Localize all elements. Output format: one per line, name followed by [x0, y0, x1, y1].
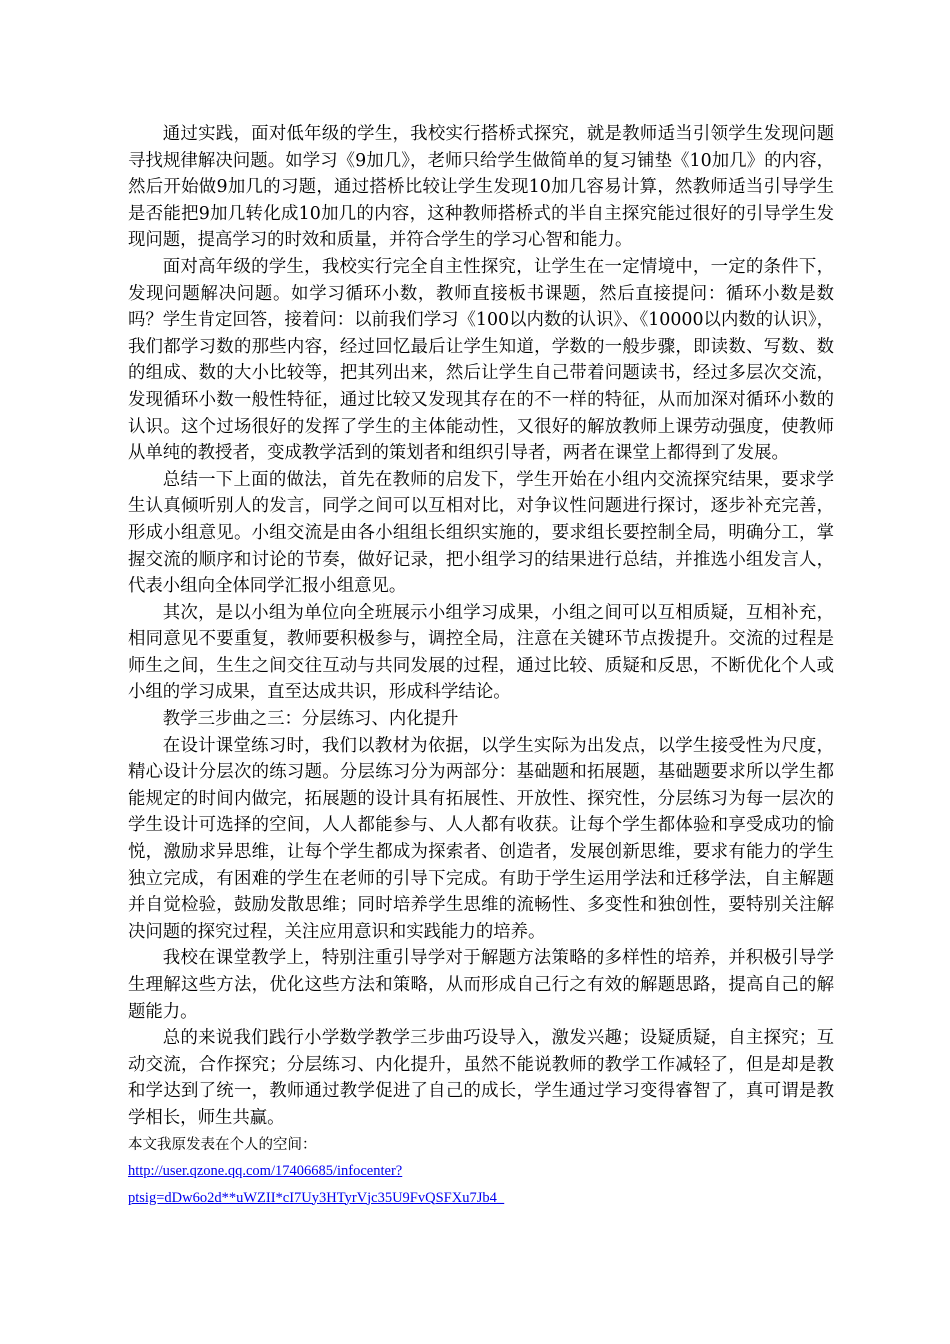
section-heading: 教学三步曲之三：分层练习、内化提升	[162, 709, 459, 730]
document-body	[128, 121, 834, 1212]
paragraph-4: 其次，是以小组为单位向全班展示小组学习成果，小组之间可以互相质疑，互相补充，相同意见不要重复，教师要积极参与，调控全局，注意在关键环节点拨提升。交流的过程是师生之间，生生之间交往互动与共同发展的过程，通过比较、质疑和反思，不断优化个人或小组的学习成果，直至达成共识，形成科学结论。	[128, 602, 834, 703]
paragraph-7: 总的来说我们践行小学数学教学三步曲巧设导入，激发兴趣；设疑质疑，自主探究；互动交流，合作探究；分层练习、内化提升，虽然不能说教师的教学工作减轻了，但是却是教和学达到了统一，教师通过教学促进了自己的成长，学生通过学习变得睿智了，真可谓是教学相长，师生共赢。	[128, 1028, 834, 1128]
paragraph-2: 面对高年级的学生，我校实行完全自主性探究，让学生在一定情境中，一定的条件下，发现问题解决问题。如学习循环小数，教师直接板书课题，然后直接提问：循环小数是数吗？学生肯定回答，接着问：以前我们学习《100以内数的认识》、《10000以内数的认识》，我们都学习数的那些内容，经过回忆最后让学生知道，学数的一般步骤，即读数、写数、数的组成、数的大小比较等，把其列出来，然后让学生自己带着问题读书，经过多层次交流，发现循环小数一般性特征，通过比较又发现其存在的不一样的特征，从而加深对循环小数的认识。这个过场很好的发挥了学生的主体能动性，又很好的解放教师上课劳动强度，使教师从单纯的教授者，变成教学活到的策划者和组织引导者，两者在课堂上都得到了发展。	[128, 256, 834, 464]
source-link-line-1[interactable]: http://user.qzone.qq.com/17406685/infocenter?	[128, 1162, 403, 1179]
source-link-line-2[interactable]: ptsig=dDw6o2d**uWZII*cI7Uy3HTyrVjc35U9FvQSFXu7Jb4_	[128, 1189, 505, 1206]
source-note: 本文我原发表在个人的空间：	[128, 1136, 317, 1153]
paragraph-6: 我校在课堂教学上，特别注重引导学对于解题方法策略的多样性的培养，并积极引导学生理解这些方法，优化这些方法和策略，从而形成自己行之有效的解题思路，提高自己的解题能力。	[128, 948, 834, 1022]
paragraph-1: 通过实践，面对低年级的学生，我校实行搭桥式探究，就是教师适当引领学生发现问题寻找规律解决问题。如学习《9加几》，老师只给学生做简单的复习铺垫《10加几》的内容，然后开始做9加几的习题，通过搭桥比较让学生发现10加几容易计算，然教师适当引导学生是否能把9加几转化成10加几的内容，这种教师搭桥式的半自主探究能过很好的引导学生发现问题，提高学习的时效和质量，并符合学生的学习心智和能力。	[128, 124, 834, 251]
paragraph-5: 在设计课堂练习时，我们以教材为依据，以学生实际为出发点，以学生接受性为尺度，精心设计分层次的练习题。分层练习分为两部分：基础题和拓展题，基础题要求所以学生都能规定的时间内做完，拓展题的设计具有拓展性、开放性、探究性，分层练习为每一层次的学生设计可选择的空间，人人都能参与、人人都有收获。让每个学生都体验和享受成功的愉悦，激励求异思维，让每个学生都成为探索者、创造者，发展创新思维，要求有能力的学生独立完成，有困难的学生在老师的引导下完成。有助于学生运用学法和迁移学法，自主解题并自觉检验，鼓励发散思维；同时培养学生思维的流畅性、多变性和独创性，要特别关注解决问题的探究过程，关注应用意识和实践能力的培养。	[128, 735, 834, 942]
paragraph-3: 总结一下上面的做法，首先在教师的启发下，学生开始在小组内交流探究结果，要求学生认真倾听别人的发言，同学之间可以互相对比，对争议性问题进行探讨，逐步补充完善，形成小组意见。小组交流是由各小组组长组织实施的，要求组长要控制全局，明确分工，掌握交流的顺序和讨论的节奏，做好记录，把小组学习的结果进行总结，并推选小组发言人，代表小组向全体同学汇报小组意见。	[128, 469, 834, 597]
